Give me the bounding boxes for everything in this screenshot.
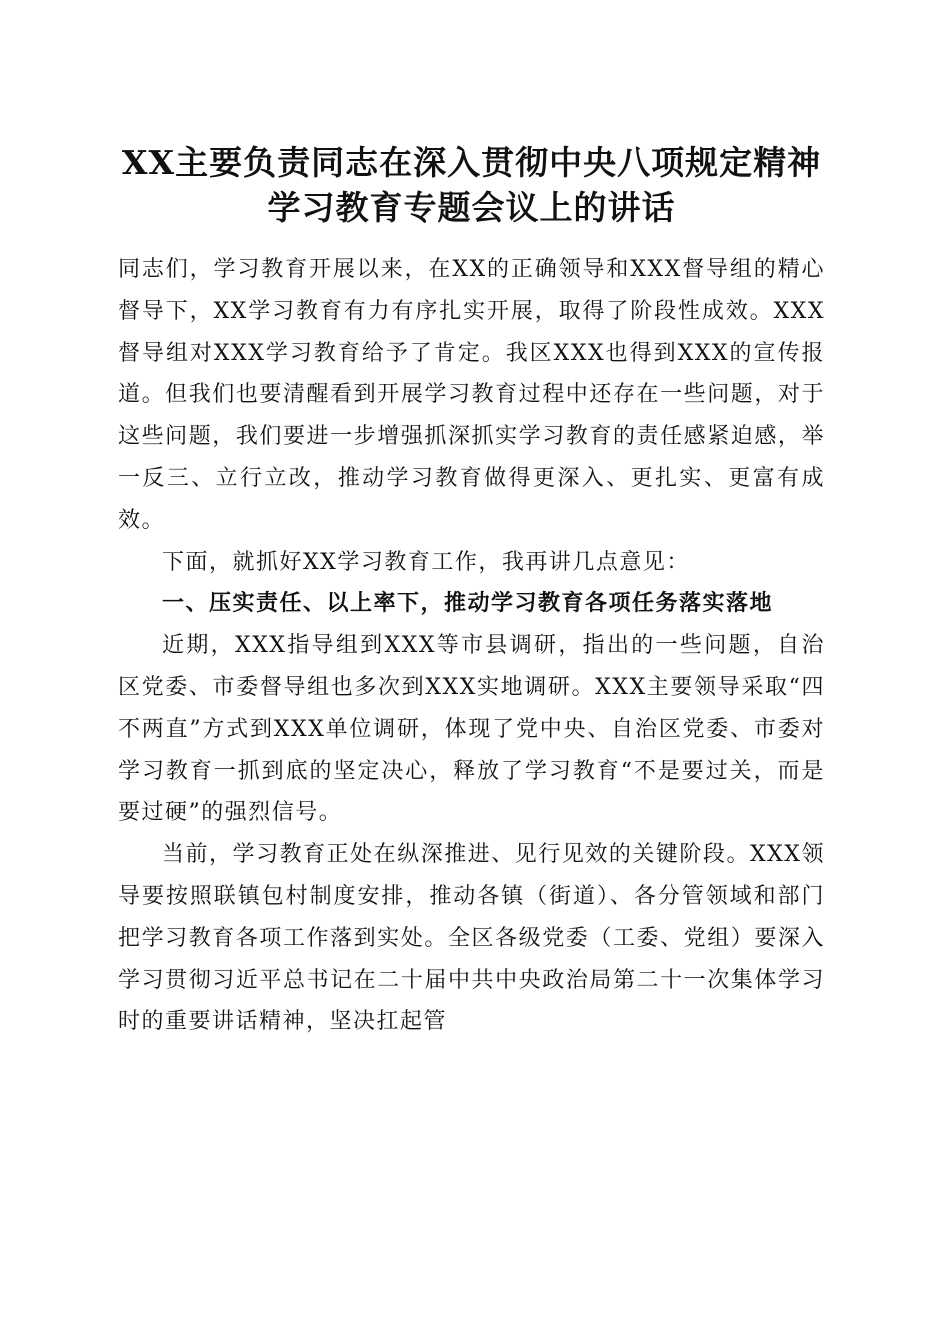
section-1-paragraph-2: 当前，学习教育正处在纵深推进、见行见效的关键阶段。XXX领导要按照联镇包村制度安排，推动各镇（街道）、各分管领域和部门把学习教育各项工作落到实处。全区各级党委（工委、党组）要深入学习贯彻习近平总书记在二十届中共中央政治局第二十一次集体学习时的重要讲话精神，坚决扛起管 [118,842,825,1035]
transition-paragraph: 下面，就抓好XX学习教育工作，我再讲几点意见： [162,549,690,575]
document-title: XX主要负责同志在深入贯彻中央八项规定精神学习教育专题会议上的讲话 [121,143,822,227]
opening-paragraph: 同志们，学习教育开展以来，在XX的正确领导和XXX督导组的精心督导下，XX学习教育有力有序扎实开展，取得了阶段性成效。XXX督导组对XXX学习教育给予了肯定。我区XXX也得到XXX的宣传报道。但我们也要清醒看到开展学习教育过程中还存在一些问题，对于这些问题，我们要进一步增强抓深抓实学习教育的责任感紧迫感，举一反三、立行立改，推动学习教育做得更深入、更扎实、更富有成效。 [118,257,826,533]
section-heading-1: 一、压实责任、以上率下，推动学习教育各项任务落实落地 [162,591,774,617]
document-body [118,249,825,1043]
section-1-paragraph-1: 近期，XXX指导组到XXX等市县调研，指出的一些问题，自治区党委、市委督导组也多次到XXX实地调研。XXX主要领导采取“四不两直”方式到XXX单位调研，体现了党中央、自治区党委、市委对学习教育一抓到底的坚定决心，释放了学习教育“不是要过关，而是要过硬”的强烈信号。 [118,633,825,826]
